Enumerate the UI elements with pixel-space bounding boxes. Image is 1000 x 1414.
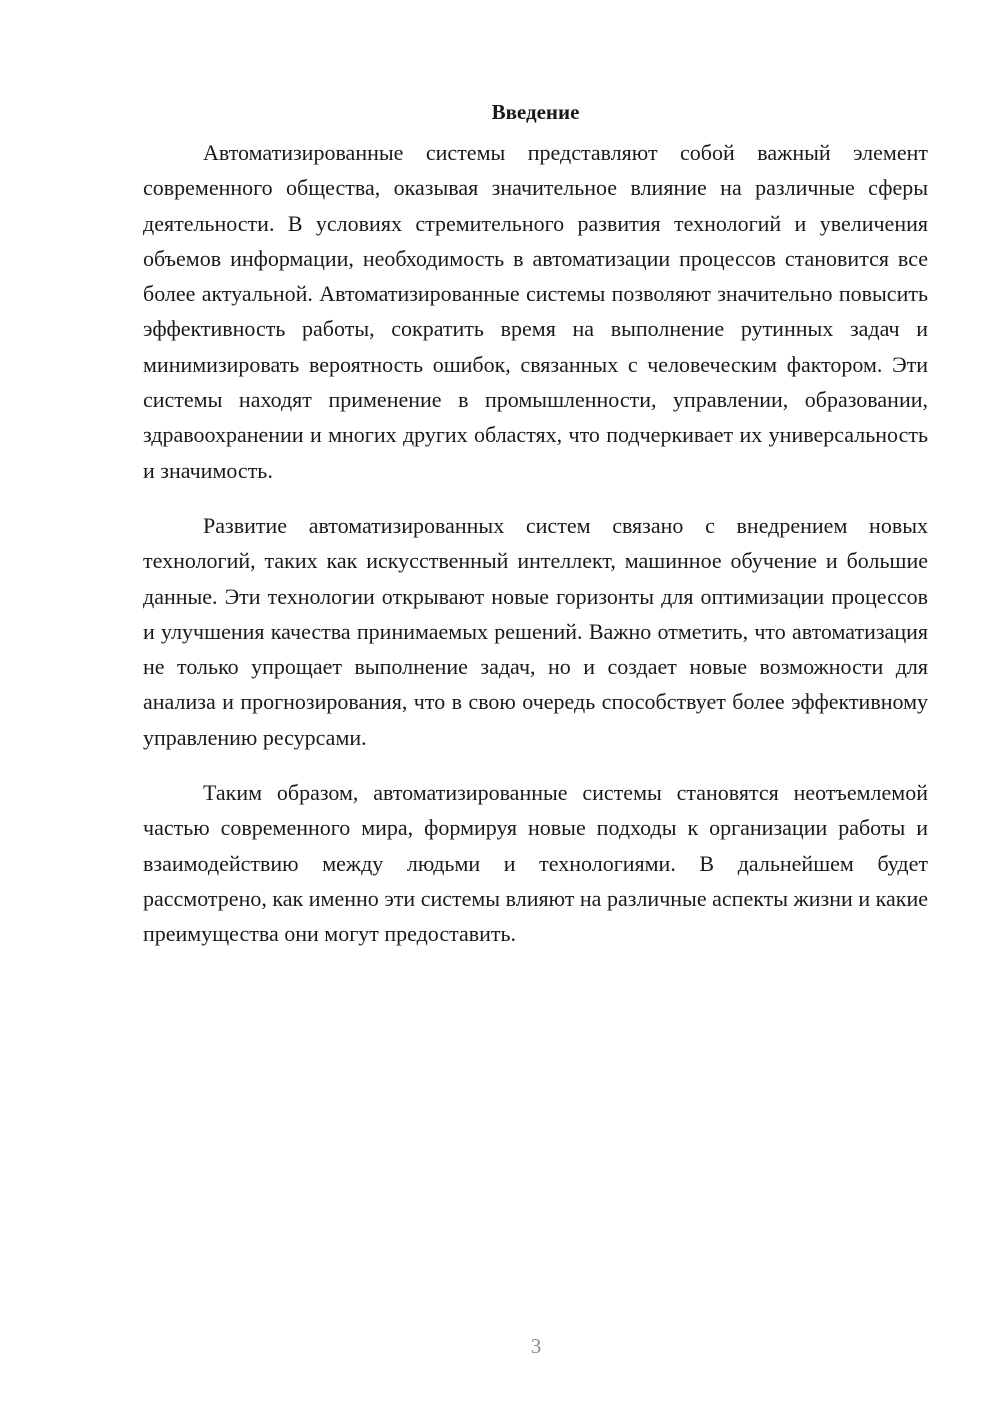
- page-number: 3: [530, 1334, 542, 1358]
- section-title: Введение: [491, 100, 580, 124]
- page-content: [143, 97, 928, 952]
- paragraph-3: Таким образом, автоматизированные системы становятся неотъемлемой частью современного мира, формируя новые подходы к организации работы и взаимодействию между людьми и технологиями. В дальнейшем будет рассмотрено, как именно эти системы влияют на различные аспекты жизни и какие преимущества они могут предоставить.: [143, 780, 928, 947]
- paragraph-1: Автоматизированные системы представляют собой важный элемент современного общества, оказывая значительное влияние на различные сферы деятельности. В условиях стремительного развития технологий и увеличения объемов информации, необходимость в автоматизации процессов становится все более актуальной. Автоматизированные системы позволяют значительно повысить эффективность работы, сократить время на выполнение рутинных задач и минимизировать вероятность ошибок, связанных с человеческим фактором. Эти системы находят применение в промышленности, управлении, образовании, здравоохранении и многих других областях, что подчеркивает их универсальность и значимость.: [143, 140, 928, 483]
- paragraph-2: Развитие автоматизированных систем связано с внедрением новых технологий, таких как искусственный интеллект, машинное обучение и большие данные. Эти технологии открывают новые горизонты для оптимизации процессов и улучшения качества принимаемых решений. Важно отметить, что автоматизация не только упрощает выполнение задач, но и создает новые возможности для анализа и прогнозирования, что в свою очередь способствует более эффективному управлению ресурсами.: [143, 512, 928, 750]
